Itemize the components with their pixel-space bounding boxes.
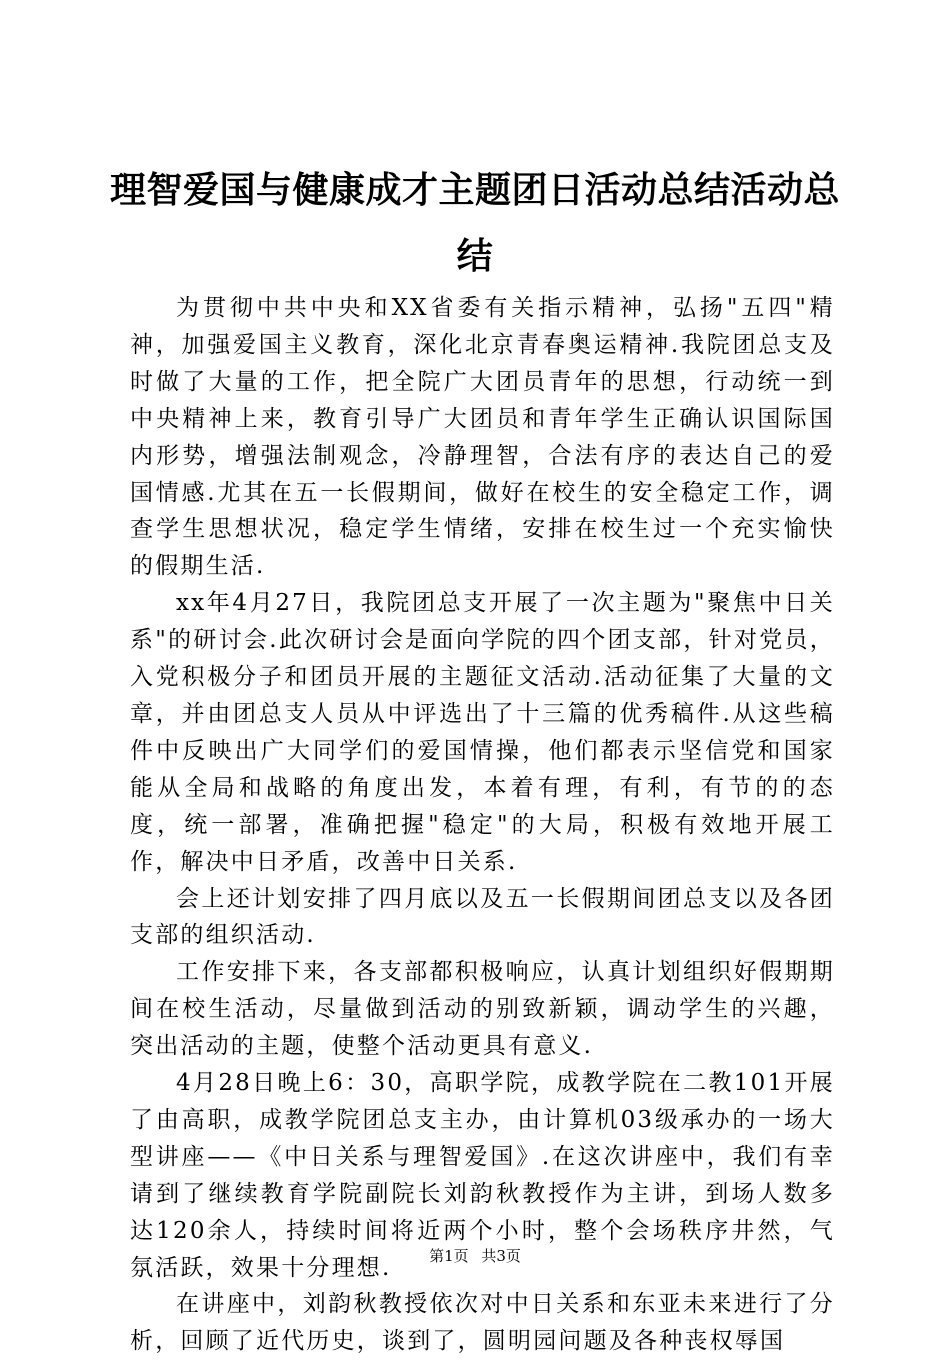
document-body [130, 290, 835, 1360]
page-total: 共3页 [481, 1247, 521, 1265]
body-paragraph-4: 工作安排下来，各支部都积极响应，认真计划组织好假期期间在校生活动，尽量做到活动的别致新颖，调动学生的兴趣，突出活动的主题，使整个活动更具有意义. [130, 959, 835, 1060]
body-paragraph-1: 为贯彻中共中央和XX省委有关指示精神，弘扬"五四"精神，加强爱国主义教育，深化北京青春奥运精神.我院团总支及时做了大量的工作，把全院广大团员青年的思想，行动统一到中央精神上来，教育引导广大团员和青年学生正确认识国际国内形势，增强法制观念，冷静理智，合法有序的表达自己的爱国情感.尤其在五一长假期间，做好在校生的安全稳定工作，调查学生思想状况，稳定学生情绪，安排在校生过一个充实愉快的假期生活. [130, 295, 835, 580]
body-paragraph-2: xx年4月27日，我院团总支开展了一次主题为"聚焦中日关系"的研讨会.此次研讨会是面向学院的四个团支部，针对党员，入党积极分子和团员开展的主题征文活动.活动征集了大量的文章，并由团总支人员从中评选出了十三篇的优秀稿件.从这些稿件中反映出广大同学们的爱国情操，他们都表示坚信党和国家能从全局和战略的角度出发，本着有理，有利，有节的的态度，统一部署，准确把握"稳定"的大局，积极有效地开展工作，解决中日矛盾，改善中日关系. [130, 590, 835, 875]
page-footer [0, 1245, 950, 1266]
body-paragraph-3: 会上还计划安排了四月底以及五一长假期间团总支以及各团支部的组织活动. [130, 885, 835, 949]
document-title: 理智爱国与健康成才主题团日活动总结活动总结 [110, 169, 841, 277]
body-paragraph-6: 在讲座中，刘韵秋教授依次对中日关系和东亚未来进行了分析，回顾了近代历史，谈到了，圆明园问题及各种丧权辱国 [130, 1291, 835, 1355]
page-number: 第1页 [429, 1247, 469, 1265]
body-paragraph-5: 4月28日晚上6：30，高职学院，成教学院在二教101开展了由高职，成教学院团总支主办，由计算机03级承办的一场大型讲座——《中日关系与理智爱国》.在这次讲座中，我们有幸请到了继续教育学院副院长刘韵秋教授作为主讲，到场人数多达120余人，持续时间将近两个小时，整个会场秩序井然，气氛活跃，效果十分理想. [130, 1070, 835, 1281]
